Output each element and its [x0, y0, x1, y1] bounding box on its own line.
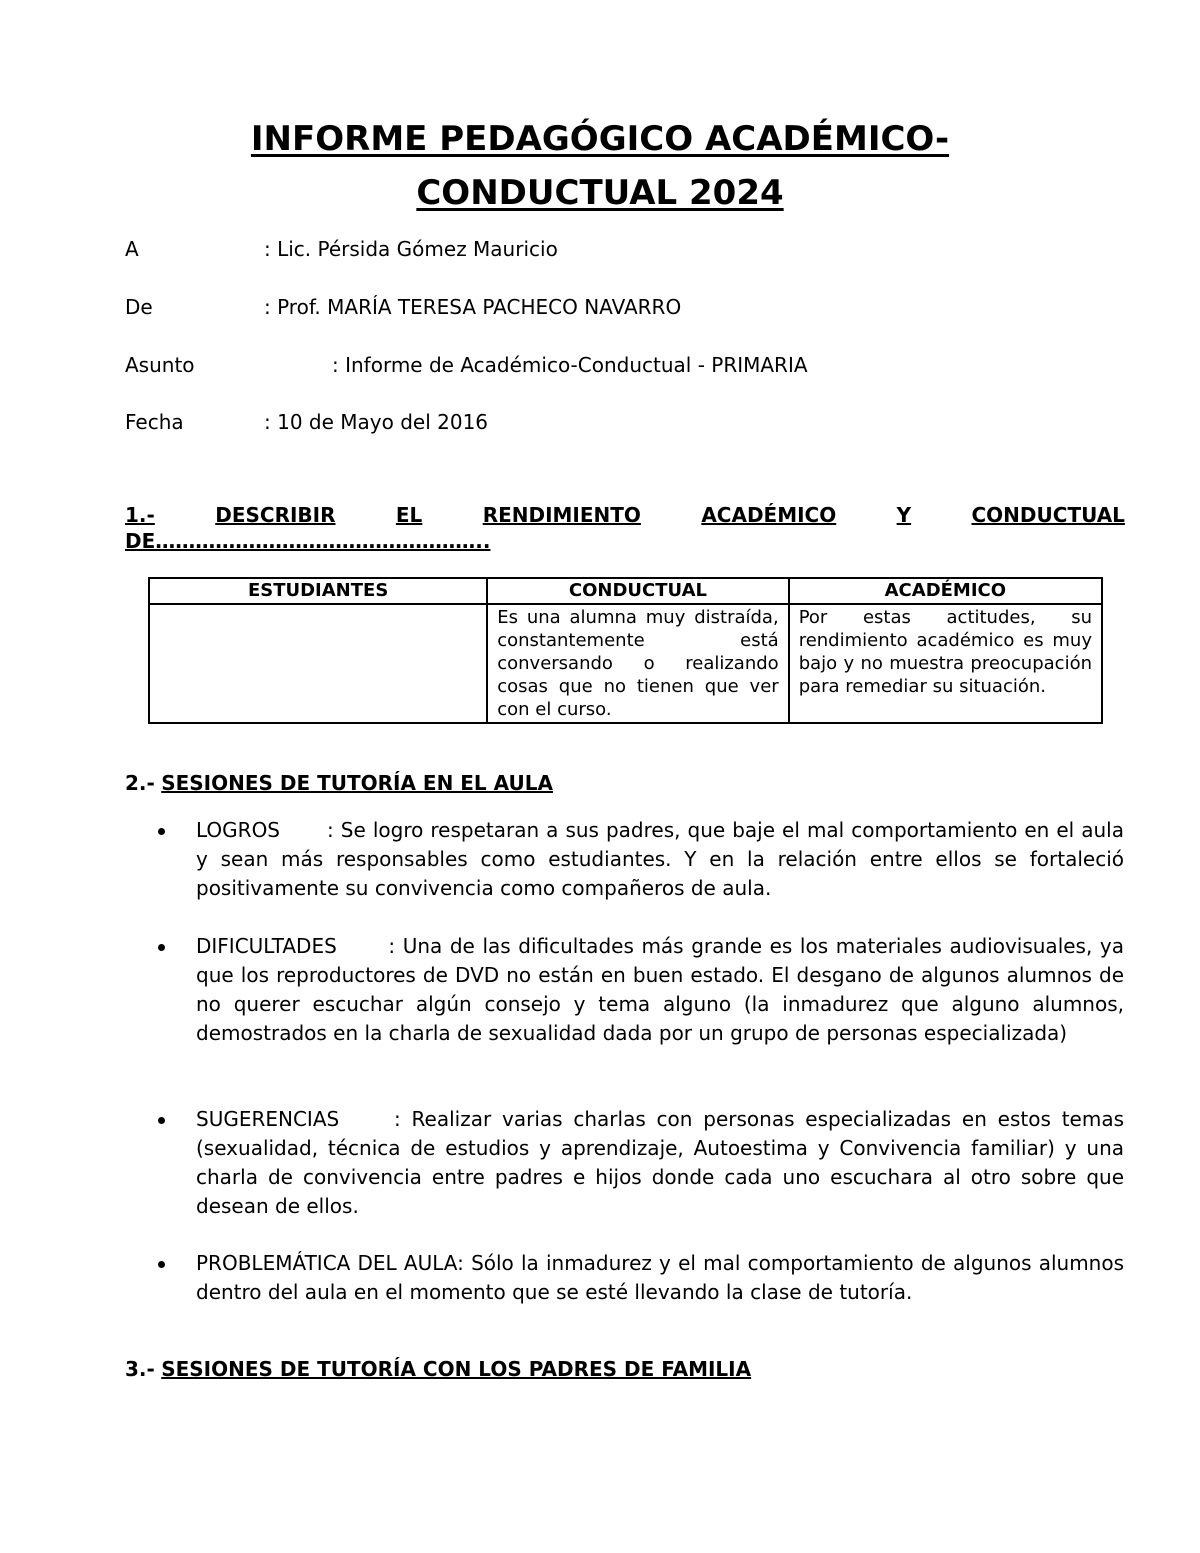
section-1-title-line — [125, 502, 1125, 528]
bullet-text: : Se logro respetaran a sus padres, que baje el mal comportamiento en el aula y sean más responsables como estudiantes. Y en la relación entre ellos se fortaleció positivamente su convivencia como compañeros de aula. — [196, 818, 1124, 900]
table-row — [149, 604, 1102, 723]
bullet-icon — [158, 828, 165, 835]
section-1-word: Y — [896, 503, 912, 527]
bullet-text: : Una de las dificultades más grande es los materiales audiovisuales, ya que los reproductores de DVD no están en buen estado. El desgano de algunos alumnos de no querer escuchar algún consejo y tema alguno (la inmadurez que alguno alumnos, demostrados en la charla de sexualidad dada por un grupo de personas especializada) — [196, 934, 1125, 1045]
bullet-icon — [158, 1261, 165, 1268]
section-2-title: SESIONES DE TUTORÍA EN EL AULA — [161, 771, 553, 795]
students-table — [148, 577, 1103, 724]
meta-value-subject: : Informe de Académico-Conductual - PRIMARIA — [332, 353, 808, 377]
bullet-text: : Realizar varias charlas con personas especializadas en estos temas (sexualidad, técnica de estudios y aprendizaje, Autoestima y Convivencia familiar) y una charla de convivencia entre padres e hijos donde cada uno escuchara al otro sobre que desean de ellos. — [196, 1107, 1125, 1218]
meta-label-to: A — [125, 237, 139, 261]
meta-label-date: Fecha — [125, 410, 184, 434]
document-title — [0, 112, 1200, 220]
cell-conductual: Es una alumna muy distraída, constantemente está conversando o realizando cosas que no tienen que ver con el curso. — [487, 604, 788, 723]
meta-label-from: De — [125, 295, 153, 319]
bullet-icon — [158, 1117, 165, 1124]
cell-academico: Por estas actitudes, su rendimiento académico es muy bajo y no muestra preocupación para remediar su situación. — [789, 604, 1102, 723]
section-2-number: 2.- — [125, 771, 155, 795]
section-3-heading — [125, 1356, 1125, 1382]
bullet-text: Sólo la inmadurez y el mal comportamiento de algunos alumnos dentro del aula en el momento que se esté llevando la clase de tutoría. — [196, 1251, 1125, 1304]
list-item — [196, 816, 1124, 903]
table-header-row — [149, 578, 1102, 604]
section-1-heading — [125, 502, 1125, 554]
section-1-word: RENDIMIENTO — [482, 503, 641, 527]
meta-value-to: : Lic. Pérsida Gómez Mauricio — [264, 237, 558, 261]
bullet-label: DIFICULTADES — [196, 934, 337, 958]
section-1-word: EL — [395, 503, 423, 527]
header-conductual: CONDUCTUAL — [487, 578, 788, 604]
section-3-number: 3.- — [125, 1357, 155, 1381]
section-1-word: DESCRIBIR — [215, 503, 336, 527]
bullet-label: SUGERENCIAS — [196, 1107, 340, 1131]
title-line-2: CONDUCTUAL 2024 — [416, 173, 784, 213]
meta-value-date: : 10 de Mayo del 2016 — [264, 410, 489, 434]
title-line-1: INFORME PEDAGÓGICO ACADÉMICO- — [250, 119, 950, 159]
meta-value-from: : Prof. MARÍA TERESA PACHECO NAVARRO — [264, 295, 682, 319]
list-item — [196, 932, 1124, 1048]
header-students: ESTUDIANTES — [149, 578, 487, 604]
list-item — [196, 1105, 1124, 1221]
section-1-word: CONDUCTUAL — [971, 503, 1125, 527]
section-3-title: SESIONES DE TUTORÍA CON LOS PADRES DE FAMILIA — [161, 1357, 752, 1381]
bullet-icon — [158, 944, 165, 951]
header-academico: ACADÉMICO — [789, 578, 1102, 604]
section-1-title-line-2: DE………………………………………….. — [125, 529, 491, 553]
bullet-label: LOGROS — [196, 818, 281, 842]
section-2-heading — [125, 770, 1125, 796]
section-1-word: 1.- — [125, 503, 155, 527]
bullet-label: PROBLEMÁTICA DEL AULA: — [196, 1251, 464, 1275]
meta-label-subject: Asunto — [125, 353, 195, 377]
cell-student — [149, 604, 487, 723]
list-item — [196, 1249, 1124, 1307]
section-1-word: ACADÉMICO — [701, 503, 837, 527]
